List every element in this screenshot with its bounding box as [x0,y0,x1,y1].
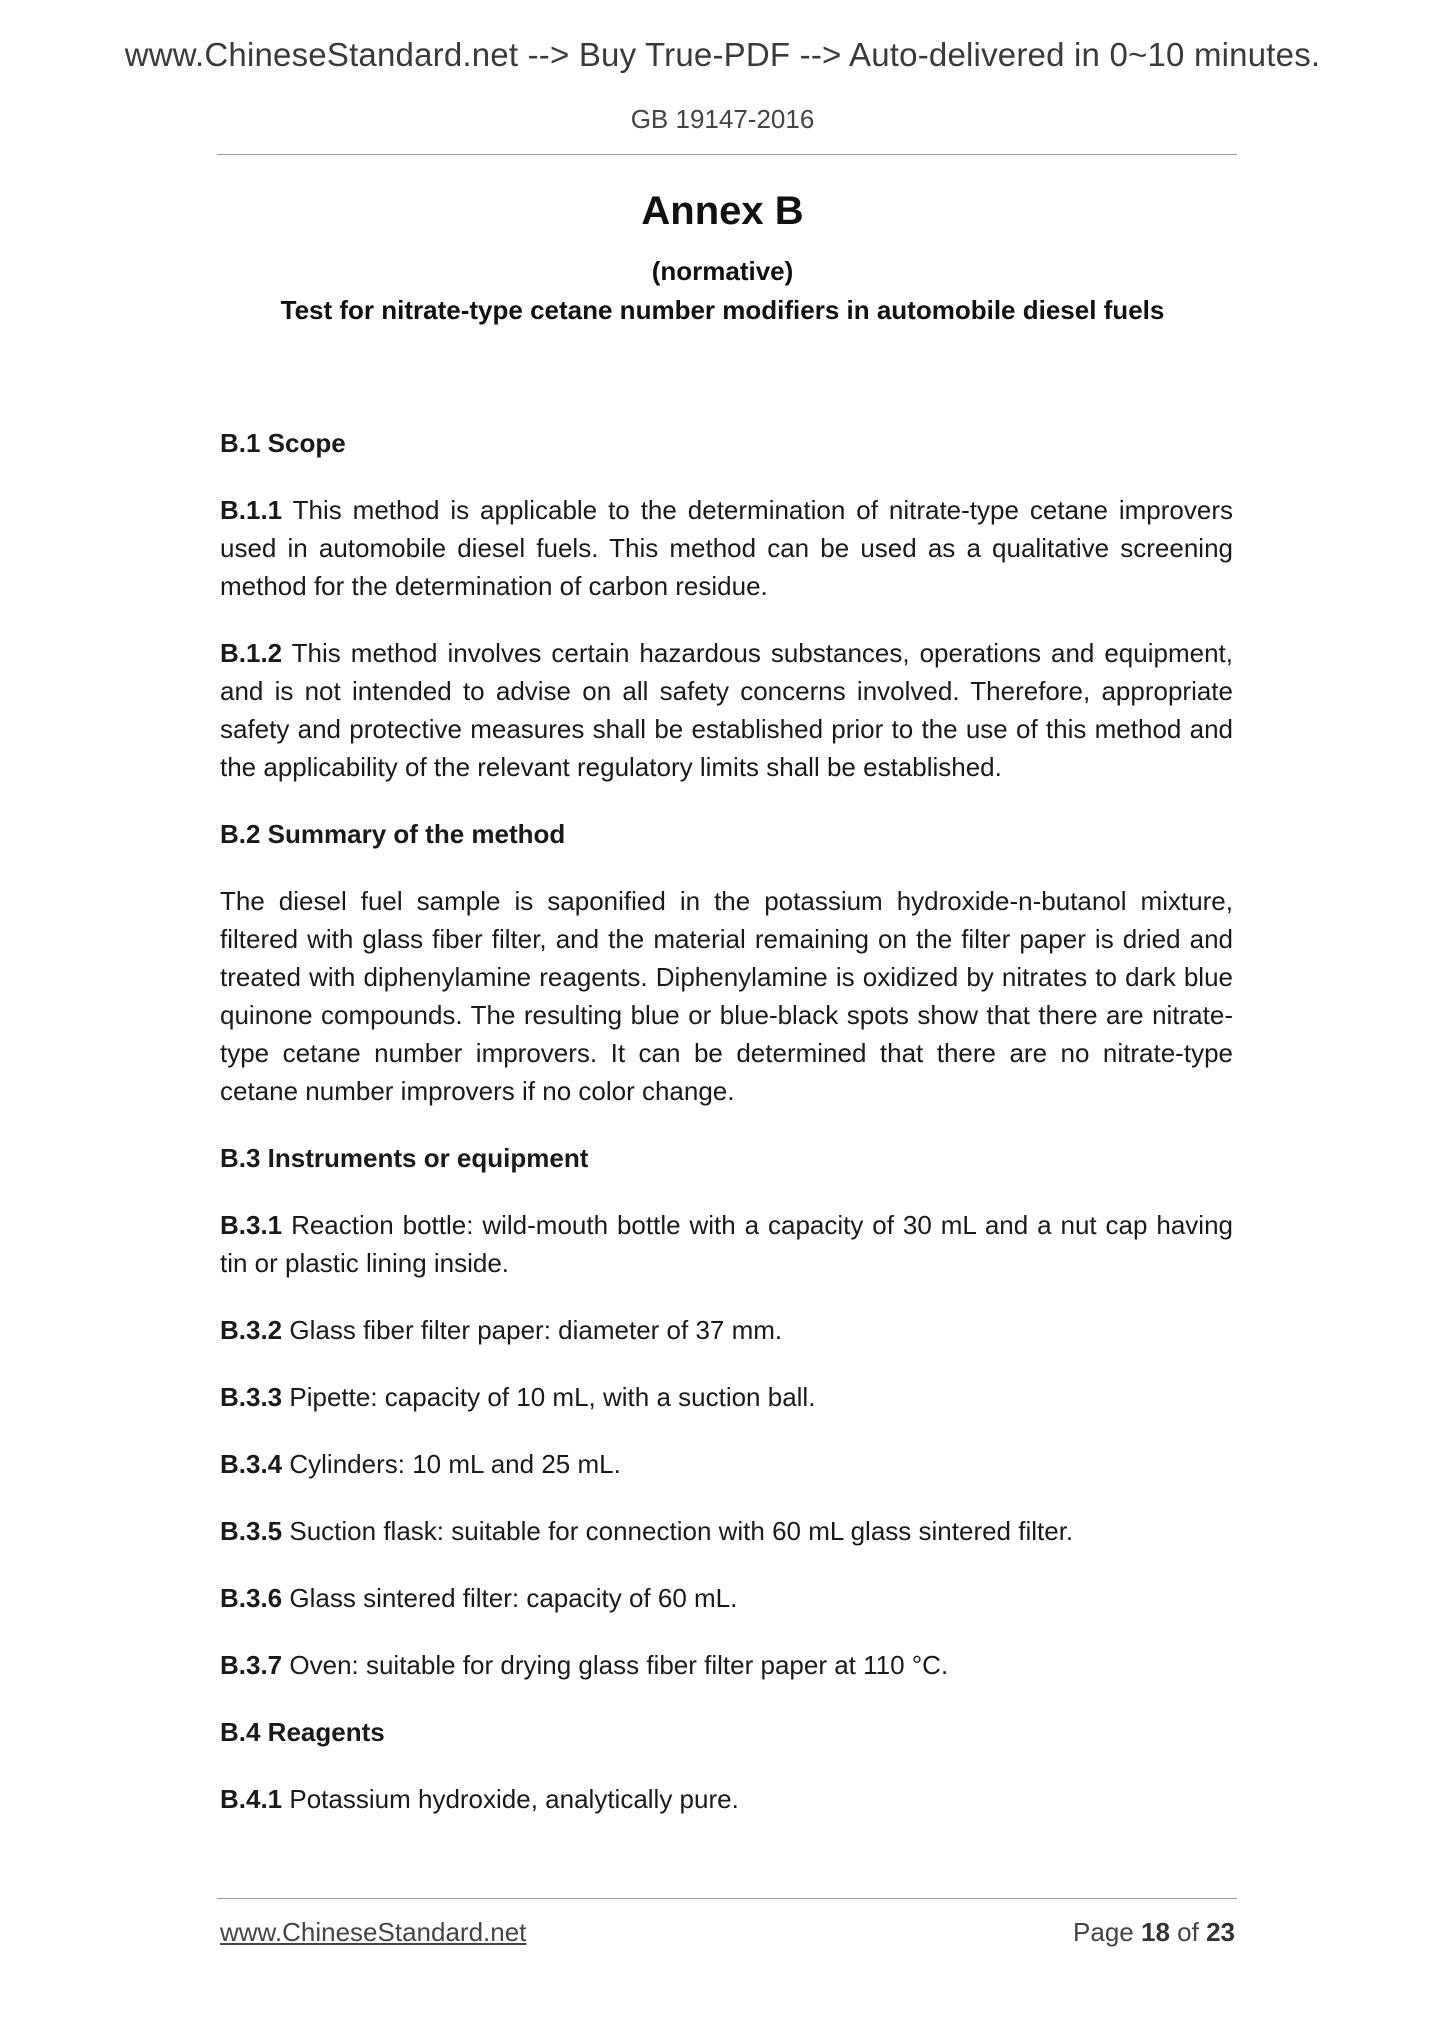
clause-text: Cylinders: 10 mL and 25 mL. [282,1449,621,1479]
clause-number: B.3.6 [220,1583,283,1613]
clause-text: Oven: suitable for drying glass fiber filter paper at 110 °C. [282,1650,949,1680]
clause-number: B.3.7 [220,1650,283,1680]
section-heading-b2: B.2 Summary of the method [220,819,566,849]
section-heading-b1: B.1 Scope [220,428,346,458]
clause-b3-5 [220,1512,1233,1550]
clause-text: Glass fiber filter paper: diameter of 37 mm. [282,1315,783,1345]
clause-number: B.3.4 [220,1449,283,1479]
clause-number: B.3.1 [220,1210,283,1240]
clause-b2-summary: The diesel fuel sample is saponified in the potassium hydroxide-n-butanol mixture, filtered with glass fiber filter, and the material remaining on the filter paper is dried and treated with diphenylamine reagents. Diphenylamine is oxidized by nitrates to dark blue quinone compounds. The resulting blue or blue-black spots show that there are nitrate-type cetane number improvers. It can be determined that there are no nitrate-type cetane number improvers if no color change. [220,886,1233,1106]
clause-b3-3 [220,1378,1233,1416]
clause-text: Glass sintered filter: capacity of 60 mL. [282,1583,738,1613]
page-of: of [1177,1917,1199,1947]
document-code: GB 19147-2016 [630,104,815,134]
clause-number: B.3.2 [220,1315,283,1345]
top-banner: www.ChineseStandard.net --> Buy True-PDF --> Auto-delivered in 0~10 minutes. [124,36,1321,73]
section-heading-b4: B.4 Reagents [220,1717,385,1747]
page-current: 18 [1141,1917,1170,1947]
annex-title: Annex B [641,189,804,233]
clause-text: This method involves certain hazardous substances, operations and equipment, and is not intended to advise on all safety concerns involved. Therefore, appropriate safety and protective measures shall be established prior to the use of this method and the applicability of the relevant regulatory limits shall be established. [220,638,1233,782]
clause-b1-2 [220,634,1233,786]
footer-website-link[interactable]: www.ChineseStandard.net [220,1917,527,1947]
clause-text: Potassium hydroxide, analytically pure. [282,1784,739,1814]
page-indicator [1073,1917,1235,1948]
clause-number: B.4.1 [220,1784,283,1814]
clause-b3-7 [220,1646,1233,1684]
clause-b1-1 [220,491,1233,605]
clause-b3-4 [220,1445,1233,1483]
section-heading-b3: B.3 Instruments or equipment [220,1143,589,1173]
clause-b3-2 [220,1311,1233,1349]
clause-text: Pipette: capacity of 10 mL, with a suction ball. [282,1382,816,1412]
clause-number: B.1.1 [220,495,283,525]
clause-text: This method is applicable to the determination of nitrate-type cetane improvers used in automobile diesel fuels. This method can be used as a qualitative screening method for the determination of carbon residue. [220,495,1233,601]
clause-number: B.3.5 [220,1516,283,1546]
document-body [220,424,1233,1847]
clause-b4-1 [220,1780,1233,1818]
clause-text: Reaction bottle: wild-mouth bottle with a capacity of 30 mL and a nut cap having tin or plastic lining inside. [220,1210,1233,1278]
page-total: 23 [1206,1917,1235,1947]
clause-number: B.1.2 [220,638,283,668]
header-divider [217,154,1237,155]
clause-text: Suction flask: suitable for connection with 60 mL glass sintered filter. [282,1516,1074,1546]
annex-description: Test for nitrate-type cetane number modifiers in automobile diesel fuels [280,295,1165,325]
clause-b3-6 [220,1579,1233,1617]
clause-b3-1 [220,1206,1233,1282]
footer-divider [217,1898,1237,1899]
annex-type: (normative) [651,256,794,286]
page-label: Page [1073,1917,1134,1947]
clause-number: B.3.3 [220,1382,283,1412]
